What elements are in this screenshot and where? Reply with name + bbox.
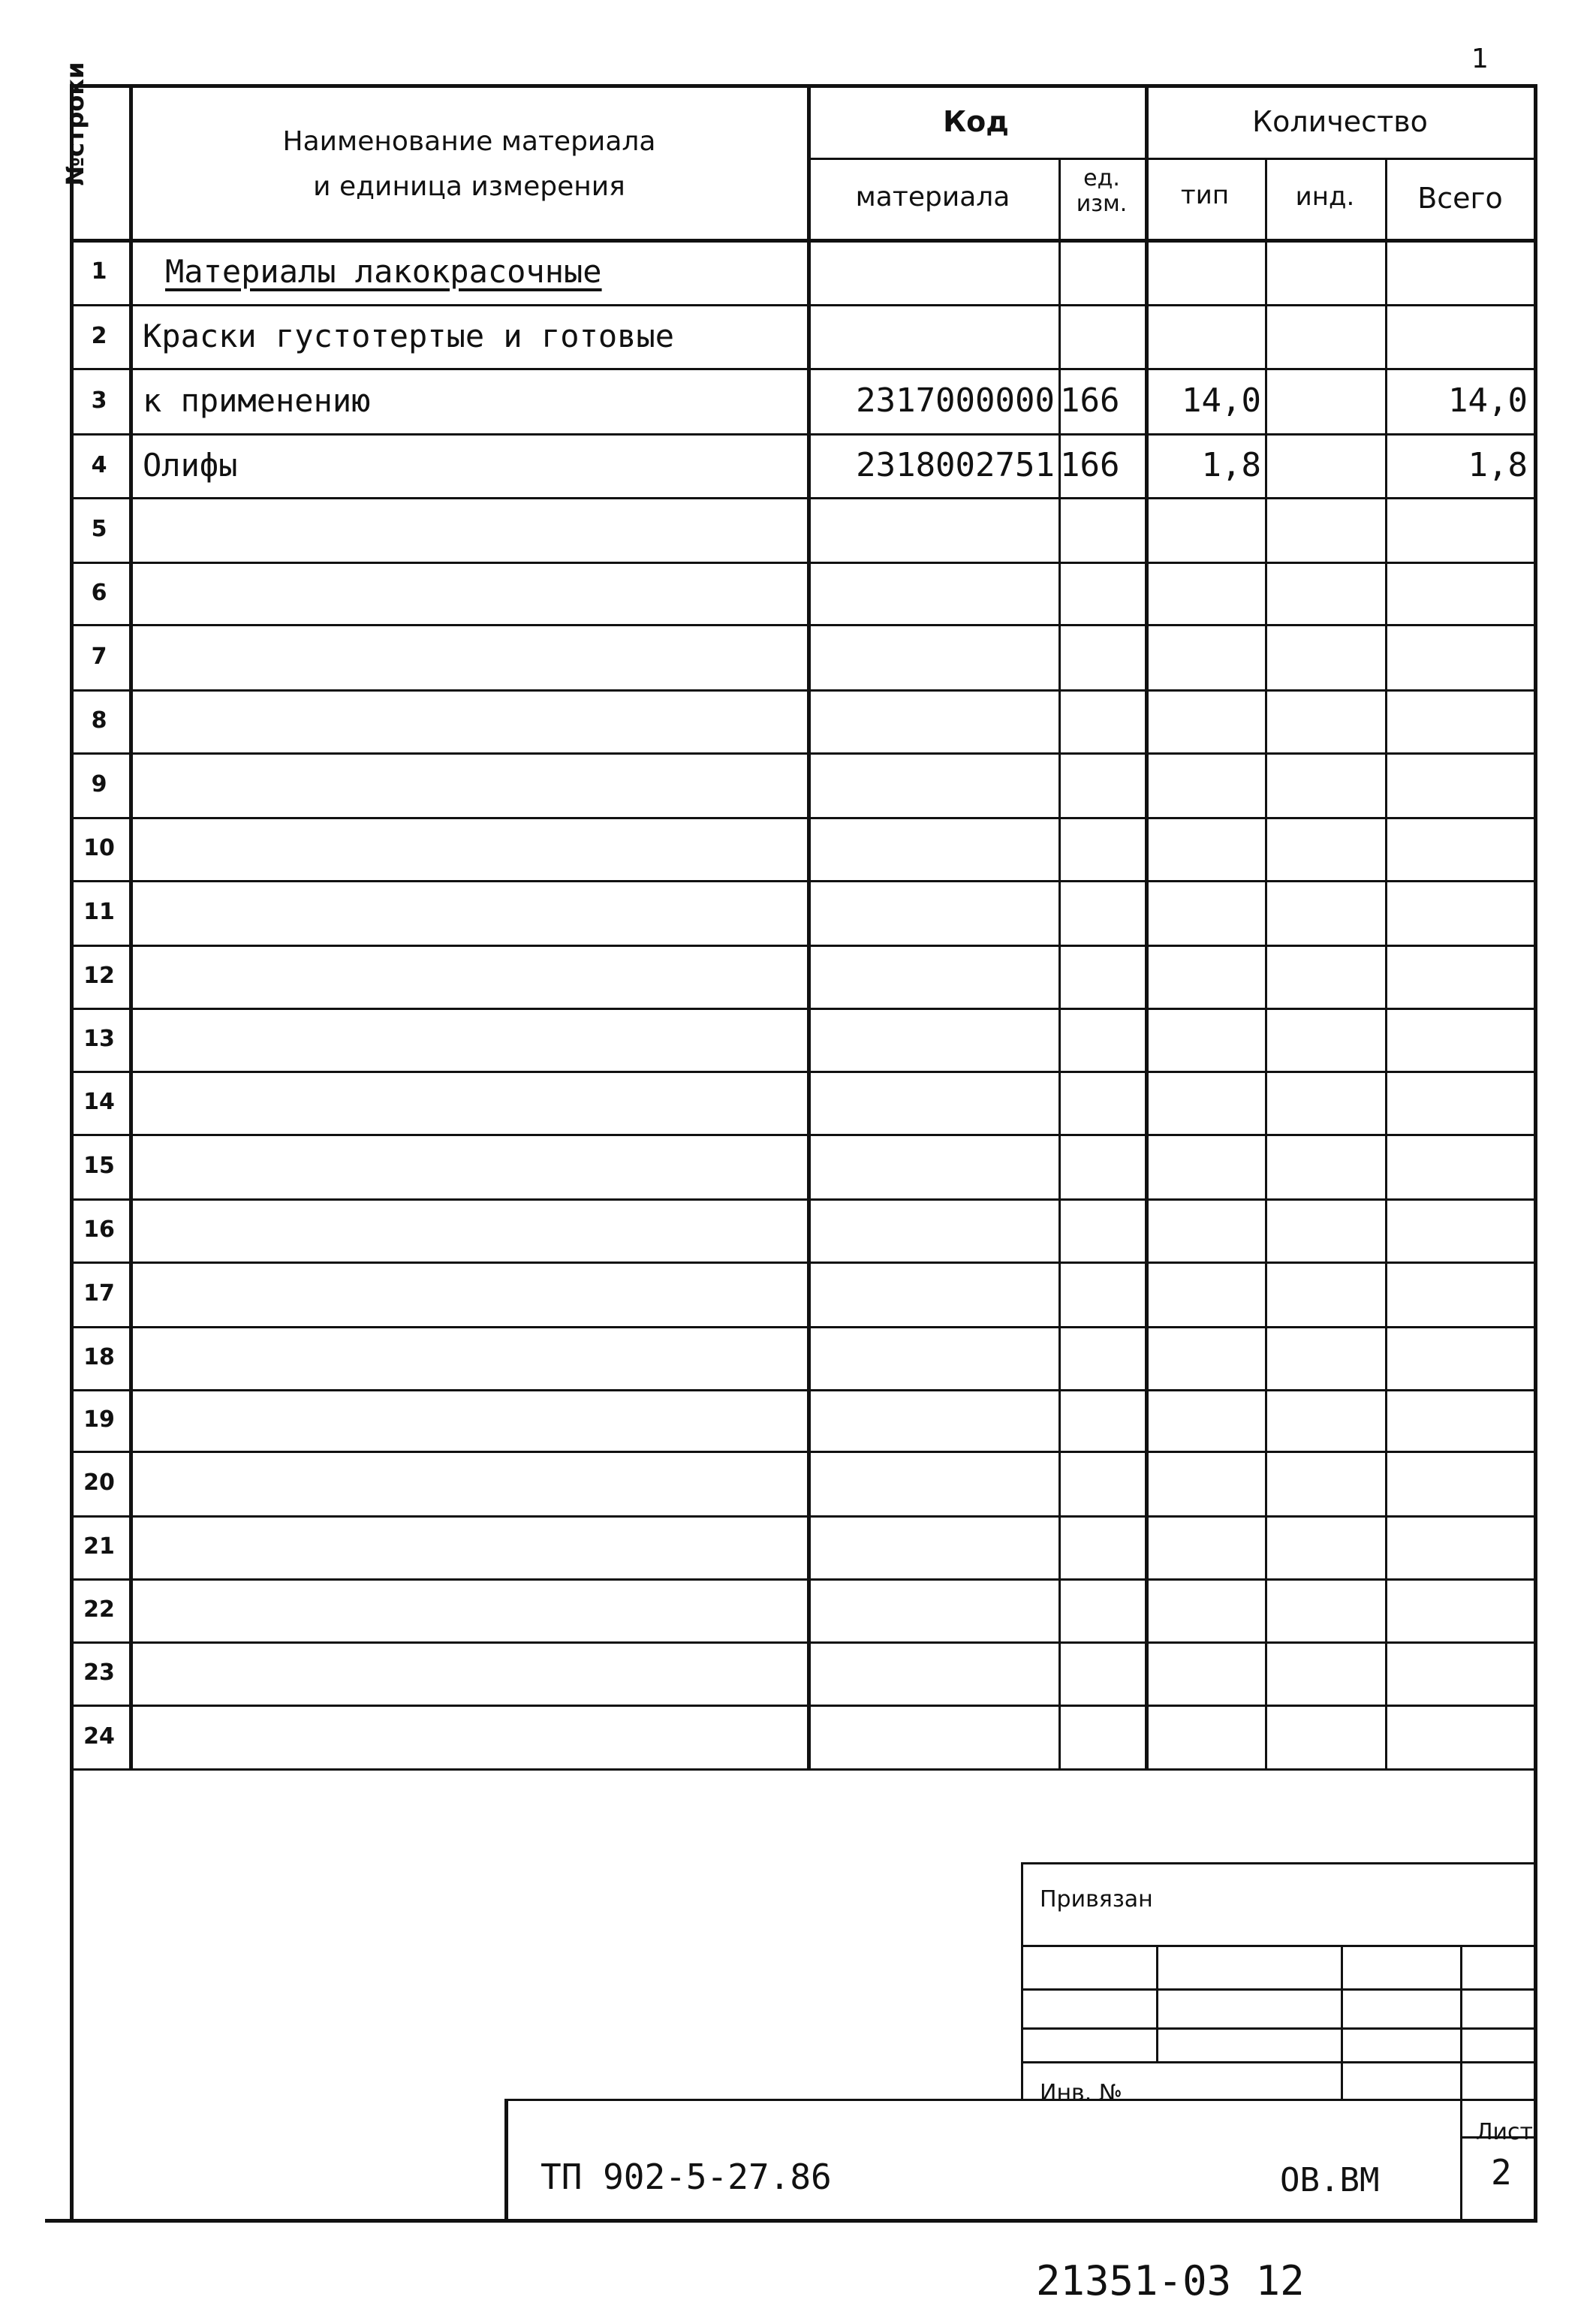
row-number: 21 xyxy=(83,1533,115,1560)
grid-line-h xyxy=(70,1071,1534,1073)
document-code: ТП 902-5-27.86 xyxy=(541,2157,832,2197)
row-number: 17 xyxy=(83,1280,115,1307)
ind-subheader: инд. xyxy=(1295,182,1355,212)
grid-line-h xyxy=(1021,2061,1534,2063)
inv-number-label: Инв. № xyxy=(1040,2080,1123,2106)
sheet-number: 2 xyxy=(1491,2152,1512,2193)
grid-line-h xyxy=(70,84,1534,88)
material-name-cell: Олифы xyxy=(143,447,238,484)
row-number: 1 xyxy=(91,258,107,285)
grid-line-h xyxy=(70,1389,1534,1391)
grid-line-h xyxy=(70,562,1534,564)
row-number: 11 xyxy=(83,899,115,925)
grid-line-h xyxy=(70,1008,1534,1010)
type-qty-cell: 1,8 xyxy=(1201,446,1261,484)
row-number-header: №строки xyxy=(61,62,89,186)
unit-code-cell: 166 xyxy=(1060,446,1120,484)
row-number: 16 xyxy=(83,1216,115,1243)
grid-line-h xyxy=(1021,2027,1534,2030)
row-number: 12 xyxy=(83,963,115,989)
name-header-line2: и единица измерения xyxy=(313,171,625,202)
type-qty-cell: 14,0 xyxy=(1182,381,1261,420)
row-number: 5 xyxy=(91,516,107,542)
row-number: 24 xyxy=(83,1723,115,1750)
row-number: 6 xyxy=(91,580,107,606)
grid-line-h xyxy=(70,1768,1534,1771)
grid-line-v xyxy=(1534,84,1537,2223)
grid-line-h xyxy=(70,752,1534,755)
row-number: 19 xyxy=(83,1406,115,1433)
total-subheader: Всего xyxy=(1417,182,1503,215)
row-number: 15 xyxy=(83,1153,115,1179)
grid-line-h xyxy=(70,1198,1534,1201)
row-number: 23 xyxy=(83,1659,115,1686)
grid-line-v xyxy=(1021,1862,1023,2099)
row-number: 14 xyxy=(83,1089,115,1115)
grid-line-v xyxy=(1145,84,1149,1768)
grid-line-v xyxy=(1460,1945,1462,2219)
grid-line-h xyxy=(70,1641,1534,1644)
grid-line-h xyxy=(70,1326,1534,1328)
row-number: 3 xyxy=(91,387,107,414)
type-subheader: тип xyxy=(1180,180,1230,210)
row-number: 8 xyxy=(91,707,107,734)
grid-line-v xyxy=(1385,158,1387,1768)
material-name-cell: Материалы лакокрасочные xyxy=(165,253,602,290)
grid-line-h xyxy=(70,497,1534,499)
grid-line-v xyxy=(129,84,133,1768)
row-number: 18 xyxy=(83,1344,115,1370)
sheet-label: Лист xyxy=(1476,2119,1534,2145)
linked-label: Привязан xyxy=(1040,1886,1153,1913)
grid-line-h xyxy=(1021,1862,1534,1864)
material-name-cell: к применению xyxy=(143,382,371,419)
grid-line-h xyxy=(70,1578,1534,1581)
code-header: Код xyxy=(943,105,1009,138)
top-corner-mark: 1 xyxy=(1471,44,1489,74)
grid-line-v xyxy=(504,2099,508,2219)
row-number: 4 xyxy=(91,452,107,478)
grid-line-v xyxy=(1341,1945,1343,2099)
material-code-cell: 2318002751 xyxy=(856,446,1055,484)
material-subheader: материала xyxy=(855,182,1010,213)
unit-subheader-line1: ед. xyxy=(1083,165,1120,191)
row-number: 13 xyxy=(83,1026,115,1052)
grid-line-h xyxy=(70,945,1534,947)
material-code-cell: 2317000000 xyxy=(856,381,1055,420)
footer-code: 21351-03 12 xyxy=(1036,2257,1305,2304)
grid-line-h xyxy=(70,304,1534,306)
grid-line-h xyxy=(70,880,1534,882)
grid-line-h xyxy=(70,689,1534,692)
grid-line-v xyxy=(1156,1945,1158,2061)
grid-line-h xyxy=(70,239,1534,243)
grid-line-h xyxy=(504,2099,1534,2101)
grid-line-h xyxy=(70,1705,1534,1707)
grid-line-v xyxy=(1265,158,1267,1768)
grid-line-h xyxy=(70,1134,1534,1136)
grid-line-h xyxy=(70,1515,1534,1518)
unit-code-cell: 166 xyxy=(1060,381,1120,420)
total-qty-cell: 1,8 xyxy=(1468,446,1528,484)
grid-line-h xyxy=(70,368,1534,370)
row-number: 10 xyxy=(83,835,115,861)
grid-line-h xyxy=(70,433,1534,436)
grid-line-h xyxy=(1021,1945,1534,1947)
grid-line-h xyxy=(70,1262,1534,1264)
row-number: 7 xyxy=(91,644,107,670)
grid-line-h xyxy=(1021,1988,1534,1991)
unit-subheader-line2: изм. xyxy=(1076,191,1128,217)
grid-line-h xyxy=(70,817,1534,819)
row-number: 2 xyxy=(91,323,107,349)
row-number: 22 xyxy=(83,1596,115,1623)
grid-line-h xyxy=(70,624,1534,626)
row-number: 20 xyxy=(83,1470,115,1496)
grid-line-h xyxy=(70,1451,1534,1453)
quantity-header: Количество xyxy=(1252,105,1428,138)
total-qty-cell: 14,0 xyxy=(1448,381,1528,420)
sheet-mark: ОВ.ВМ xyxy=(1280,2161,1380,2199)
name-header-line1: Наименование материала xyxy=(282,126,656,157)
material-name-cell: Краски густотертые и готовые xyxy=(143,318,675,354)
grid-line-h xyxy=(807,158,1534,160)
row-number: 9 xyxy=(91,771,107,797)
grid-line-h xyxy=(45,2219,1534,2223)
